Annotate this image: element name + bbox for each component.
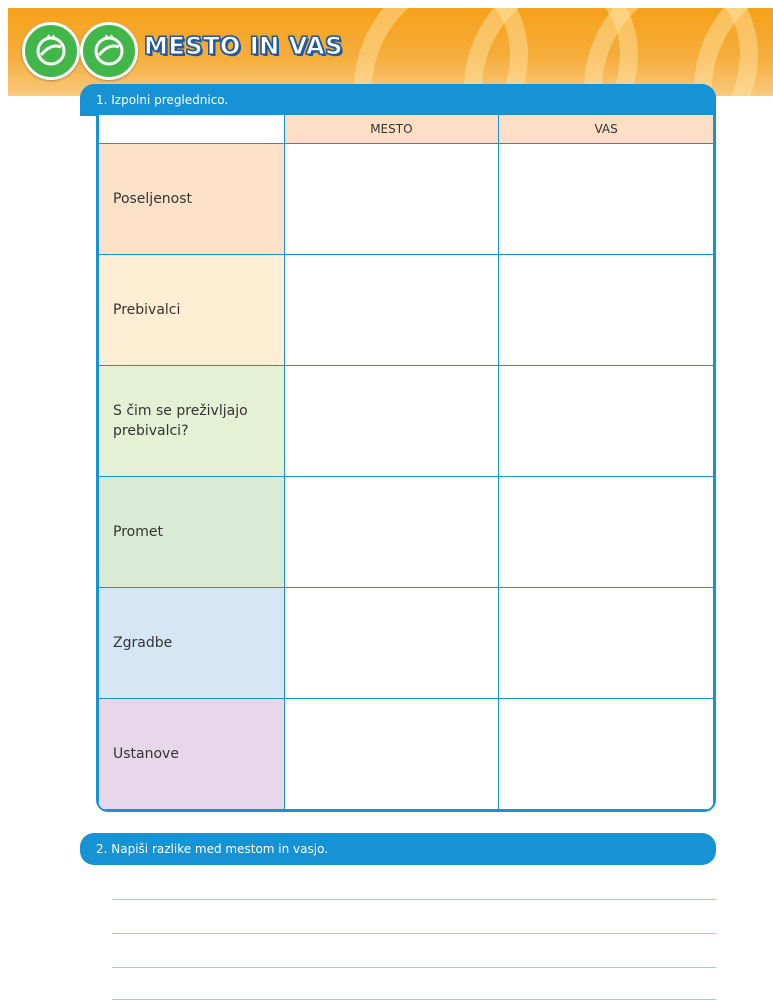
globe-icon bbox=[22, 22, 80, 80]
globe-icon bbox=[80, 22, 138, 80]
answer-cell[interactable] bbox=[284, 477, 499, 588]
row-label-promet: Promet bbox=[99, 477, 285, 588]
answer-cell[interactable] bbox=[499, 144, 714, 255]
row-label-zgradbe: Zgradbe bbox=[99, 588, 285, 699]
task-1-heading: 1. Izpolni preglednico. bbox=[80, 84, 716, 116]
answer-cell[interactable] bbox=[499, 588, 714, 699]
writing-line[interactable] bbox=[112, 967, 716, 968]
answer-cell[interactable] bbox=[284, 255, 499, 366]
answer-cell[interactable] bbox=[284, 699, 499, 810]
answer-cell[interactable] bbox=[499, 366, 714, 477]
task-2-heading: 2. Napiši razlike med mestom in vasjo. bbox=[80, 833, 716, 865]
table-corner-cell bbox=[99, 115, 285, 144]
row-label-prebivalci: Prebivalci bbox=[99, 255, 285, 366]
row-label-poseljenost: Poseljenost bbox=[99, 144, 285, 255]
answer-cell[interactable] bbox=[284, 366, 499, 477]
answer-cell[interactable] bbox=[499, 477, 714, 588]
row-label-ustanove: Ustanove bbox=[99, 699, 285, 810]
comparison-table bbox=[96, 114, 716, 812]
answer-cell[interactable] bbox=[499, 699, 714, 810]
answer-cell[interactable] bbox=[284, 588, 499, 699]
page-title: MESTO IN VAS bbox=[144, 32, 343, 60]
row-label-prezivljanje: S čim se preživljajo prebivalci? bbox=[99, 366, 285, 477]
answer-cell[interactable] bbox=[499, 255, 714, 366]
writing-line[interactable] bbox=[112, 999, 716, 1000]
writing-line[interactable] bbox=[112, 899, 716, 900]
writing-line[interactable] bbox=[112, 933, 716, 934]
column-header-vas: VAS bbox=[499, 115, 714, 144]
column-header-mesto: MESTO bbox=[284, 115, 499, 144]
answer-cell[interactable] bbox=[284, 144, 499, 255]
